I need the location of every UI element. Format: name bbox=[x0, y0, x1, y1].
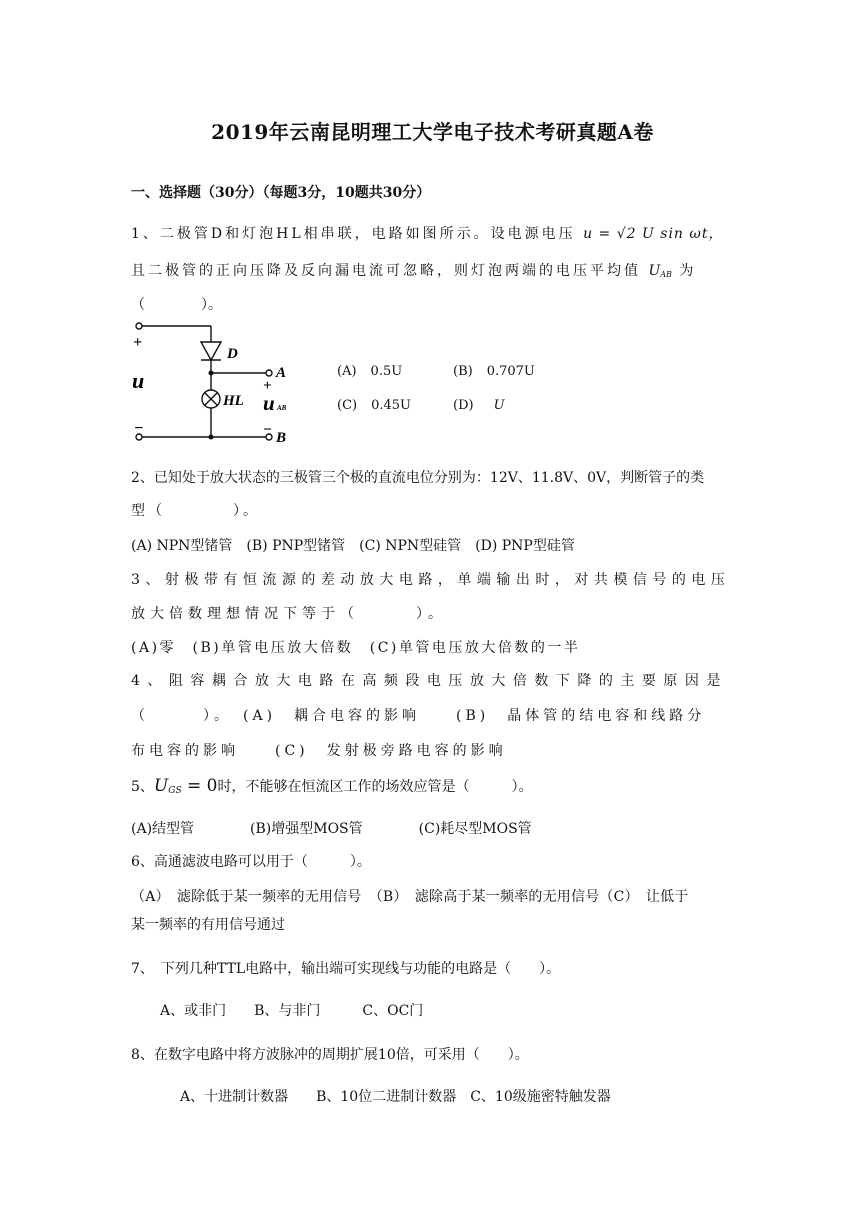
q7-options: A、或非门 B、与非门 C、OC门 bbox=[160, 1003, 424, 1019]
label-minus-right: − bbox=[263, 422, 273, 438]
q5-line1: 5、$U_{GS} = 0$时，不能够在恒流区工作的场效应管是（ ）。 bbox=[131, 776, 533, 796]
q7-line1: 7、 下列几种TTL电路中，输出端可实现线与功能的电路是（ ）。 bbox=[131, 961, 561, 977]
q1-uab-symbol: $U_{AB}$ bbox=[648, 263, 672, 279]
q1-text2: 且二极管的正向压降及反向漏电流可忽略，则灯泡两端的电压平均值 bbox=[131, 263, 641, 279]
label-uab: u bbox=[263, 391, 275, 415]
q1-option-d: (D) U bbox=[453, 398, 505, 413]
page-title: 2019年云南昆明理工大学电子技术考研真题A卷 bbox=[211, 120, 654, 144]
q1-text3: 为 bbox=[679, 263, 697, 279]
q8-options: A、十进制计数器 B、10位二进制计数器 C、10级施密特触发器 bbox=[180, 1089, 611, 1105]
label-B: B bbox=[276, 430, 287, 446]
label-A: A bbox=[276, 365, 287, 381]
terminal-top-left bbox=[136, 323, 142, 329]
q1-line1 bbox=[131, 223, 723, 243]
q3-line2: 放大倍数理想情况下等于（ ）。 bbox=[131, 606, 447, 622]
label-minus-left: − bbox=[134, 420, 144, 437]
q4-line3: 布电容的影响 (C) 发射极旁路电容的影响 bbox=[131, 743, 507, 759]
label-HL: HL bbox=[223, 393, 244, 409]
q2-line2: 型（ ）。 bbox=[131, 503, 260, 519]
q3-options: (A)零 (B)单管电压放大倍数 (C)单管电压放大倍数的一半 bbox=[131, 640, 581, 656]
q1-answer-blank: （ ）。 bbox=[131, 297, 222, 313]
label-plus-right: + bbox=[263, 378, 272, 394]
q1-option-b: (B) 0.707U bbox=[453, 364, 535, 379]
q6-line2: （A） 滤除低于某一频率的无用信号 （B） 滤除高于某一频率的无用信号（C） 让低于 bbox=[131, 889, 689, 905]
terminal-A bbox=[266, 370, 272, 376]
q2-options: (A) NPN型锗管 (B) PNP型锗管 (C) NPN型硅管 (D) PNP型硅管 bbox=[131, 538, 575, 554]
q1-formula: u = √2 U sin ωt， bbox=[583, 226, 724, 242]
node-dot-B bbox=[209, 435, 214, 440]
q6-line3: 某一频率的有用信号通过 bbox=[131, 917, 285, 933]
q1-line2 bbox=[131, 260, 696, 280]
label-uab-sub: AB bbox=[277, 404, 287, 412]
diode-symbol bbox=[201, 342, 221, 360]
q1-text: 1、二极管D和灯泡HL相串联，电路如图所示。设电源电压 bbox=[131, 226, 576, 242]
q2-line1: 2、已知处于放大状态的三极管三个极的直流电位分别为：12V、11.8V、0V，判断管子的类 bbox=[131, 470, 705, 486]
q4-line2: （ ）。 (A) 耦合电容的影响 (B) 晶体管的结电容和线路分 bbox=[131, 708, 706, 724]
label-u: u bbox=[132, 368, 145, 393]
q5-options: (A)结型管 (B)增强型MOS管 (C)耗尽型MOS管 bbox=[131, 821, 532, 837]
q5-ugs-symbol: $U_{GS}$ bbox=[153, 776, 182, 796]
q8-line1: 8、在数字电路中将方波脉冲的周期扩展10倍，可采用（ ）。 bbox=[131, 1047, 529, 1063]
label-plus-left: + bbox=[133, 334, 143, 351]
q1-option-a: (A) 0.5U bbox=[337, 364, 403, 379]
q4-line1: 4、阻容耦合放大电路在高频段电压放大倍数下降的主要原因是 bbox=[131, 673, 728, 689]
q3-line1: 3、射极带有恒流源的差动放大电路，单端输出时，对共模信号的电压 bbox=[131, 572, 731, 588]
section-heading: 一、选择题（30分）（每题3分，10题共30分） bbox=[131, 185, 431, 201]
q5-equals-zero: = 0 bbox=[181, 776, 218, 796]
q1-circuit-diagram bbox=[126, 318, 296, 448]
q6-line1: 6、高通滤波电路可以用于（ ）。 bbox=[131, 854, 371, 870]
node-dot-A bbox=[209, 371, 214, 376]
q1-option-c: (C) 0.45U bbox=[337, 398, 411, 413]
label-D: D bbox=[227, 346, 238, 362]
